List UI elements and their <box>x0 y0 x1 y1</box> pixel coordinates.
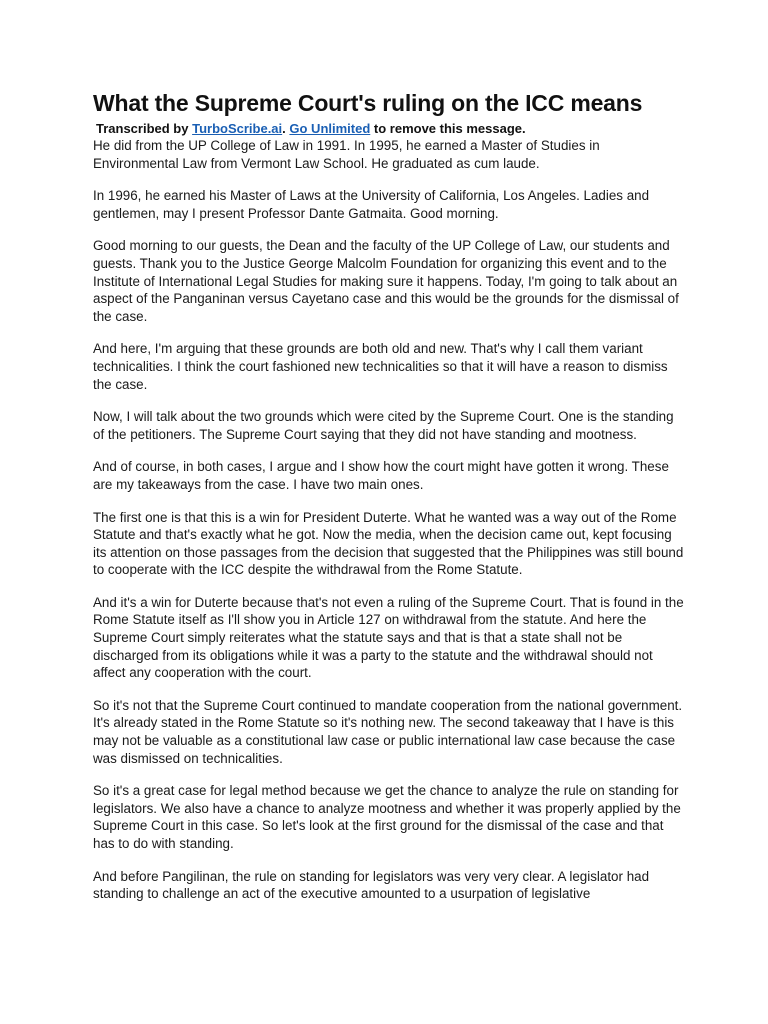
document-title: What the Supreme Court's ruling on the ICC means <box>93 90 643 116</box>
paragraph: Now, I will talk about the two grounds which were cited by the Supreme Court. One is the standing of the petitioners. The Supreme Court saying that they did not have standing and mootness. <box>93 409 674 442</box>
paragraph: So it's not that the Supreme Court continued to mandate cooperation from the national government. It's already stated in the Rome Statute so it's nothing new. The second takeaway that I have is this may not be valuable as a constitutional law case or public international law case because the case was dismissed on technicalities. <box>93 697 683 766</box>
transcription-banner <box>96 120 688 137</box>
paragraph: And it's a win for Duterte because that's not even a ruling of the Supreme Court. That is found in the Rome Statute itself as I'll show you in Article 127 on withdrawal from the statute. And here the Supreme Court simply reiterates what the statute says and that is that a state shall not be discharged from its obligations while it was a party to the statute and the withdrawal should not affect any cooperation with the court. <box>93 594 684 681</box>
paragraph: He did from the UP College of Law in 1991. In 1995, he earned a Master of Studies in Environmental Law from Vermont Law School. He graduated as cum laude. <box>93 138 600 171</box>
paragraph: Good morning to our guests, the Dean and the faculty of the UP College of Law, our students and guests. Thank you to the Justice George Malcolm Foundation for organizing this event and to the Institute of International Legal Studies for making sure it happens. Today, I'm going to talk about an aspect of the Panganinan versus Cayetano case and this would be the grounds for the dismissal of the case. <box>93 238 679 324</box>
banner-separator: . <box>282 121 290 136</box>
paragraph: And before Pangilinan, the rule on standing for legislators was very very clear. A legislator had standing to challenge an act of the executive amounted to a usurpation of legislative <box>93 868 650 902</box>
paragraph: And of course, in both cases, I argue and I show how the court might have gotten it wrong. These are my takeaways from the case. I have two main ones. <box>93 459 669 492</box>
turboscribe-link[interactable]: TurboScribe.ai <box>192 121 283 136</box>
paragraph: So it's a great case for legal method because we get the chance to analyze the rule on standing for legislators. We also have a chance to analyze mootness and whether it was properly applied by the Supreme Court in this case. So let's look at the first ground for the dismissal of the case and that has to do with standing. <box>93 783 681 851</box>
banner-prefix: Transcribed by <box>96 121 193 136</box>
paragraph: And here, I'm arguing that these grounds are both old and new. That's why I call them variant technicalities. I think the court fashioned new technicalities so that it will have a reason to dismiss the case. <box>93 341 668 392</box>
paragraph: The first one is that this is a win for President Duterte. What he wanted was a way out of the Rome Statute and that's exactly what he got. Now the media, when the decision came out, kept focusing its attention on those passages from the decision that suggested that the Philippines was still bound to cooperate with the ICC despite the withdrawal from the Rome Statute. <box>93 509 684 578</box>
paragraph: In 1996, he earned his Master of Laws at the University of California, Los Angeles. Ladies and gentlemen, may I present Professor Dante Gatmaita. Good morning. <box>93 188 650 221</box>
go-unlimited-link[interactable]: Go Unlimited <box>289 121 371 136</box>
banner-suffix: to remove this message. <box>370 121 526 136</box>
